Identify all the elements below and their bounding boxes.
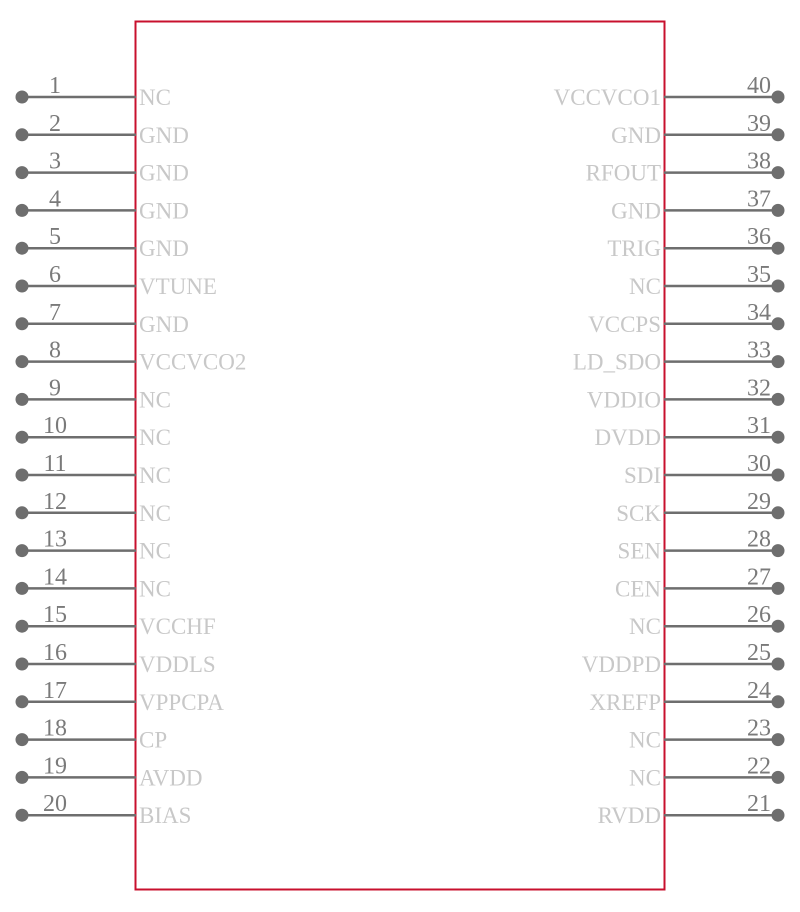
pin-number: 9: [49, 375, 61, 402]
pin-name: NC: [139, 500, 171, 526]
pin-number: 24: [747, 677, 771, 704]
pin-name: RFOUT: [585, 160, 661, 186]
pin-28: [618, 527, 785, 564]
pin-endpoint: [16, 393, 29, 406]
pin-number: 22: [747, 753, 771, 780]
pin-name: LD_SDO: [572, 349, 661, 375]
pin-22: [629, 753, 784, 790]
left-pin-group: [16, 73, 247, 828]
pin-number: 19: [43, 753, 67, 780]
pin-name: CP: [139, 727, 168, 753]
pin-name: SCK: [616, 500, 661, 526]
pin-endpoint: [772, 280, 785, 293]
pin-26: [629, 602, 784, 639]
pin-6: [16, 262, 217, 299]
pin-name: NC: [629, 727, 661, 753]
pin-10: [16, 413, 171, 450]
pin-endpoint: [772, 128, 785, 141]
pin-21: [598, 791, 785, 828]
pin-35: [629, 262, 784, 299]
pin-endpoint: [16, 582, 29, 595]
pin-endpoint: [772, 355, 785, 368]
pin-endpoint: [16, 506, 29, 519]
pin-endpoint: [16, 469, 29, 482]
pin-39: [611, 111, 784, 148]
pin-number: 34: [747, 299, 771, 326]
pin-name: BIAS: [139, 803, 192, 829]
pin-12: [16, 489, 171, 526]
pin-number: 33: [747, 337, 771, 364]
pin-endpoint: [772, 658, 785, 671]
pin-14: [16, 564, 171, 601]
pin-endpoint: [772, 166, 785, 179]
pin-number: 29: [747, 488, 771, 515]
pin-name: SDI: [623, 463, 661, 488]
pin-name: NC: [139, 387, 171, 413]
pin-endpoint: [772, 91, 785, 104]
pin-number: 27: [747, 564, 771, 591]
pin-4: [16, 186, 189, 223]
pin-endpoint: [772, 469, 785, 482]
pin-number: 5: [49, 224, 61, 251]
pin-number: 38: [747, 148, 771, 175]
pin-name: NC: [139, 425, 171, 451]
pin-endpoint: [772, 733, 785, 746]
pin-number: 17: [43, 677, 67, 704]
pin-number: 6: [49, 262, 61, 288]
pin-number: 26: [747, 602, 771, 629]
pin-number: 15: [43, 602, 67, 629]
pin-name: SEN: [617, 538, 661, 564]
pin-name: VCCVCO1: [553, 85, 661, 110]
pin-name: VDDIO: [586, 387, 661, 413]
pin-name: NC: [629, 614, 661, 640]
pin-endpoint: [16, 771, 29, 784]
pin-7: [16, 300, 189, 337]
pin-11: [16, 451, 171, 488]
pin-name: NC: [139, 538, 171, 564]
pin-name: VCCHF: [139, 614, 216, 640]
pin-38: [586, 149, 785, 186]
pin-name: VCCPS: [588, 311, 661, 337]
pin-name: GND: [139, 236, 189, 262]
pin-endpoint: [772, 431, 785, 444]
pin-name: VDDLS: [139, 652, 216, 677]
pin-36: [607, 224, 784, 261]
pin-endpoint: [772, 620, 785, 633]
pin-endpoint: [16, 166, 29, 179]
ic-body-outline: [136, 22, 665, 890]
pin-23: [629, 716, 784, 753]
pin-name: AVDD: [139, 765, 203, 791]
pin-endpoint: [16, 204, 29, 217]
pin-29: [616, 489, 784, 526]
pin-33: [573, 338, 785, 375]
pin-endpoint: [16, 733, 29, 746]
pin-34: [588, 300, 784, 337]
pin-number: 3: [49, 148, 61, 175]
pin-name: XREFP: [589, 689, 661, 715]
pin-number: 20: [43, 791, 67, 818]
pin-name: VTUNE: [139, 274, 217, 299]
pin-number: 31: [747, 413, 771, 440]
pin-5: [16, 224, 189, 261]
right-pin-group: [554, 73, 785, 828]
pin-18: [16, 716, 168, 753]
pin-name: DVDD: [594, 425, 661, 451]
pin-endpoint: [16, 431, 29, 444]
pin-number: 16: [43, 640, 67, 666]
pin-name: NC: [629, 274, 661, 299]
pin-name: CEN: [615, 576, 661, 602]
pin-name: GND: [611, 122, 661, 148]
pin-3: [16, 149, 189, 186]
pin-number: 40: [747, 73, 771, 99]
pin-number: 2: [49, 110, 61, 137]
pin-endpoint: [16, 280, 29, 293]
pin-number: 35: [747, 262, 771, 288]
pin-endpoint: [772, 809, 785, 822]
pin-endpoint: [772, 695, 785, 708]
pin-number: 28: [747, 526, 771, 553]
pin-30: [624, 451, 785, 488]
pin-endpoint: [16, 242, 29, 255]
pin-endpoint: [772, 506, 785, 519]
pin-name: NC: [139, 576, 171, 602]
pin-endpoint: [772, 242, 785, 255]
pin-endpoint: [772, 393, 785, 406]
pin-name: GND: [139, 311, 189, 337]
pin-20: [16, 791, 192, 828]
pin-endpoint: [16, 620, 29, 633]
pin-endpoint: [16, 317, 29, 330]
pin-endpoint: [16, 658, 29, 671]
pin-name: VCCVCO2: [139, 349, 247, 375]
pin-name: GND: [139, 198, 189, 224]
pin-number: 14: [43, 564, 67, 591]
pin-endpoint: [772, 204, 785, 217]
pin-24: [589, 678, 784, 715]
pin-endpoint: [772, 582, 785, 595]
pin-number: 36: [747, 224, 771, 251]
pin-name: NC: [139, 463, 171, 488]
pin-name: RVDD: [597, 803, 661, 829]
pin-19: [16, 753, 203, 790]
pin-number: 8: [49, 337, 61, 364]
pin-number: 4: [49, 186, 61, 213]
pin-32: [587, 375, 785, 412]
pin-endpoint: [772, 317, 785, 330]
pin-8: [16, 338, 247, 375]
pin-name: GND: [139, 122, 189, 148]
pin-number: 1: [49, 73, 61, 99]
pin-endpoint: [772, 771, 785, 784]
pin-endpoint: [16, 544, 29, 557]
pin-number: 25: [747, 640, 771, 666]
pin-25: [582, 640, 785, 677]
pin-name: NC: [629, 765, 661, 791]
pin-17: [16, 678, 225, 715]
pin-number: 23: [747, 715, 771, 742]
pin-40: [554, 73, 785, 110]
pin-number: 37: [747, 186, 771, 213]
pin-number: 11: [43, 451, 67, 477]
pin-endpoint: [16, 695, 29, 708]
pin-name: NC: [139, 85, 171, 110]
pin-name: TRIG: [607, 236, 661, 262]
pin-number: 10: [43, 413, 67, 440]
pin-number: 12: [43, 488, 67, 515]
pin-endpoint: [16, 809, 29, 822]
pin-number: 7: [49, 299, 61, 326]
pin-9: [16, 375, 171, 412]
pin-endpoint: [16, 91, 29, 104]
pin-2: [16, 111, 189, 148]
pin-number: 39: [747, 110, 771, 137]
pin-number: 13: [43, 526, 67, 553]
pin-number: 21: [747, 791, 771, 818]
pin-1: [16, 73, 171, 110]
pin-16: [16, 640, 216, 677]
pin-13: [16, 527, 171, 564]
pin-name: GND: [611, 198, 661, 224]
pin-27: [615, 564, 785, 601]
pin-name: GND: [139, 160, 189, 186]
pin-number: 30: [747, 451, 771, 477]
pin-endpoint: [772, 544, 785, 557]
pin-number: 32: [747, 375, 771, 402]
pin-number: 18: [43, 715, 67, 742]
pin-31: [595, 413, 785, 450]
pin-endpoint: [16, 128, 29, 141]
pin-endpoint: [16, 355, 29, 368]
pin-name: VDDPD: [581, 652, 661, 677]
pin-15: [16, 602, 216, 639]
pin-37: [611, 186, 784, 223]
pin-name: VPPCPA: [139, 689, 224, 715]
